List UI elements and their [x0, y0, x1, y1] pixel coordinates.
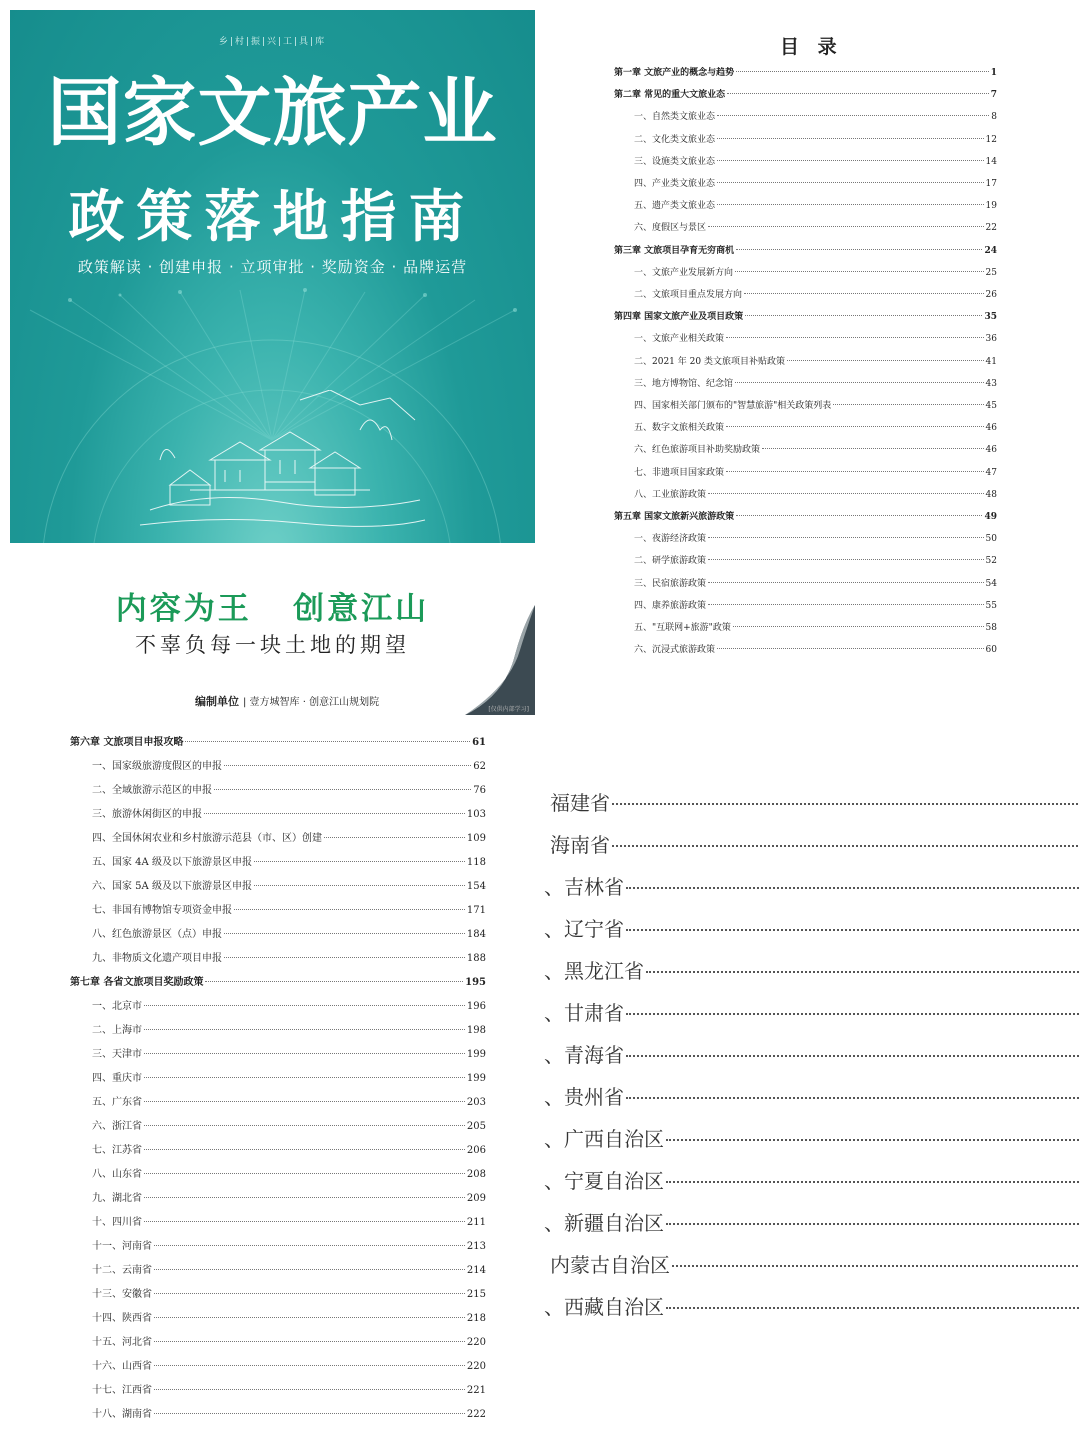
toc-entry-label: 二、全域旅游示范区的申报 [92, 785, 212, 796]
toc-entry-page: 195 [465, 977, 486, 988]
toc-entry-page: 103 [466, 809, 486, 820]
toc-section-entry [92, 1141, 486, 1156]
dot-leader [224, 765, 471, 766]
toc-section-entry [634, 531, 997, 544]
toc-entry-page: 52 [985, 556, 997, 567]
toc-entry-page: 8 [991, 112, 997, 123]
toc-entry-label: 二、文化类文旅业态 [634, 134, 716, 145]
toc-entry-page: 211 [466, 1217, 486, 1228]
toc-entry-label: 四、产业类文旅业态 [634, 179, 716, 189]
toc-section-entry [634, 442, 997, 455]
toc-entry-page: 55 [985, 600, 997, 611]
toc-entry-page: 24 [984, 245, 997, 256]
toc-entry-page: 35 [984, 312, 997, 323]
toc-entry-label: 十六、山西省 [92, 1361, 152, 1372]
toc-section-entry [634, 553, 997, 566]
province-name: 海南省 [550, 833, 610, 857]
dot-leader [717, 182, 984, 183]
toc-section-entry [92, 925, 486, 940]
toc-section-entry [92, 1309, 486, 1324]
dot-leader [708, 582, 984, 583]
dot-leader [612, 845, 1080, 847]
dot-leader [717, 160, 984, 161]
toc-section-entry [92, 1381, 486, 1396]
province-name: 内蒙古自治区 [550, 1253, 670, 1277]
compiler-label: 编制单位 [195, 695, 239, 708]
dot-leader [626, 1097, 1080, 1099]
dot-leader [144, 1221, 465, 1222]
toc-section-entry [634, 642, 997, 655]
province-entry [544, 955, 1080, 984]
toc-entry-label: 六、浙江省 [92, 1121, 142, 1132]
toc-entry-label: 十、四川省 [92, 1217, 142, 1228]
dot-leader [708, 604, 984, 605]
dot-leader [744, 293, 984, 294]
toc-section-entry [92, 901, 486, 916]
dot-leader [144, 1077, 465, 1078]
toc-entry-page: 62 [473, 761, 486, 772]
dot-leader [234, 909, 465, 910]
dot-leader [708, 537, 984, 538]
series-label: 乡|村|振|兴|工|具|库 [218, 37, 327, 47]
toc-section-entry [92, 1069, 486, 1084]
toc-entry-page: 196 [466, 1001, 486, 1012]
dot-leader [612, 803, 1080, 805]
toc-section-entry [92, 1021, 486, 1036]
toc-entry-page: 203 [466, 1097, 486, 1108]
province-entry [544, 1165, 1080, 1194]
toc-section-entry [92, 1405, 486, 1420]
toc-entry-page: 199 [466, 1073, 486, 1084]
province-entry [544, 1207, 1080, 1236]
dot-leader [144, 1149, 465, 1150]
slogan-secondary: 不辜负每一块土地的期望 [135, 633, 410, 657]
toc-entry-page: 50 [985, 534, 997, 545]
dot-leader [735, 271, 984, 272]
toc-entry-label: 第三章 文旅项目孕育无穷商机 [614, 245, 735, 256]
toc-entry-label: 四、康养旅游政策 [634, 600, 707, 611]
dot-leader [626, 929, 1080, 931]
slogan-primary: 内容为王 创意江山 [115, 591, 430, 627]
toc-entry-page: 54 [985, 578, 997, 589]
province-entry [544, 871, 1080, 900]
toc-entry-label: 十二、云南省 [92, 1265, 152, 1276]
dot-leader [736, 249, 982, 250]
toc-section-entry [92, 949, 486, 964]
toc-section-entry [92, 1117, 486, 1132]
province-name: 、黑龙江省 [544, 959, 644, 983]
toc-entry-page: 48 [985, 489, 997, 500]
toc-section-entry [92, 757, 486, 772]
toc-section-entry [92, 829, 486, 844]
toc-entry-label: 七、非国有博物馆专项资金申报 [92, 905, 232, 916]
dot-leader [646, 971, 1080, 973]
toc-entry-label: 第七章 各省文旅项目奖励政策 [70, 977, 204, 988]
toc-chapter-entry [614, 87, 997, 100]
toc-section-entry [92, 1261, 486, 1276]
toc-entry-label: 第五章 国家文旅新兴旅游政策 [614, 512, 735, 522]
province-entry [544, 1291, 1080, 1320]
dot-leader [666, 1223, 1080, 1225]
province-name: 、贵州省 [544, 1085, 624, 1109]
dot-leader [154, 1293, 465, 1294]
toc-section-entry [92, 877, 486, 892]
toc-section-entry [92, 1357, 486, 1372]
toc-entry-page: 214 [466, 1265, 486, 1276]
dot-leader [726, 337, 984, 338]
toc-entry-page: 198 [466, 1025, 486, 1036]
toc-entry-label: 四、重庆市 [92, 1073, 142, 1084]
province-name: 、辽宁省 [544, 917, 624, 941]
dot-leader [144, 1029, 465, 1030]
toc-section-entry [634, 576, 997, 589]
province-name: 福建省 [550, 791, 610, 815]
book-cover [10, 10, 535, 715]
dot-leader [666, 1139, 1080, 1141]
toc-entry-page: 61 [472, 737, 486, 748]
toc-entry-page: 19 [985, 201, 997, 212]
dot-leader [736, 71, 989, 72]
toc-entry-label: 三、设施类文旅业态 [634, 156, 716, 167]
toc-entry-label: 九、湖北省 [92, 1193, 142, 1204]
province-entry [544, 1081, 1080, 1110]
dot-leader [144, 1125, 465, 1126]
toc-chapter-entry [614, 309, 997, 322]
cover-title-line2: 政策落地指南 [68, 185, 477, 250]
toc-section-entry [92, 1285, 486, 1300]
toc-entry-label: 六、度假区与景区 [634, 223, 707, 234]
toc-entry-label: 四、全国休闲农业和乡村旅游示范县（市、区）创建 [92, 833, 322, 844]
toc-entry-page: 109 [466, 833, 486, 844]
toc-entry-label: 五、遗产类文旅业态 [634, 201, 716, 212]
toc-section-entry [634, 132, 997, 145]
toc-entry-label: 二、上海市 [92, 1025, 142, 1036]
toc-entry-page: 171 [466, 905, 486, 916]
province-entry [544, 997, 1080, 1026]
dot-leader [626, 887, 1080, 889]
toc-title: 目 录 [780, 36, 843, 58]
toc-chapter-entry [70, 733, 486, 748]
toc-entry-label: 八、工业旅游政策 [634, 489, 707, 500]
dot-leader [787, 360, 984, 361]
toc-section-entry [92, 853, 486, 868]
toc-entry-label: 第六章 文旅项目申报攻略 [70, 737, 184, 748]
dot-leader [254, 885, 465, 886]
dot-leader [144, 1053, 465, 1054]
toc-entry-page: 36 [985, 334, 997, 345]
toc-entry-page: 154 [466, 881, 486, 892]
toc-entry-page: 46 [985, 445, 997, 456]
toc-section-entry [634, 376, 997, 389]
toc-entry-label: 一、夜游经济政策 [634, 534, 707, 545]
province-name: 、宁夏自治区 [544, 1169, 664, 1193]
toc-section-entry [634, 154, 997, 167]
province-list-fragment [530, 775, 1080, 1335]
dot-leader [626, 1013, 1080, 1015]
toc-entry-label: 八、山东省 [92, 1169, 142, 1180]
toc-entry-page: 41 [985, 356, 997, 367]
toc-section-entry [634, 198, 997, 211]
toc-section-entry [634, 420, 997, 433]
toc-section-entry [92, 1333, 486, 1348]
dot-leader [224, 957, 465, 958]
toc-entry-page: 25 [985, 267, 997, 278]
compiler-credit [195, 693, 379, 709]
toc-entry-label: 六、沉浸式旅游政策 [634, 645, 716, 656]
toc-entry-page: 220 [466, 1361, 486, 1372]
toc-entry-page: 22 [985, 223, 997, 234]
toc-chapter-entry [614, 65, 997, 78]
toc-entry-label: 四、国家相关部门颁布的"智慧旅游"相关政策列表 [634, 401, 832, 411]
toc-entry-page: 7 [990, 90, 997, 101]
toc-section-entry [634, 398, 997, 411]
toc-section-entry [92, 805, 486, 820]
toc-section-entry [634, 620, 997, 633]
province-name: 、西藏自治区 [544, 1295, 664, 1319]
toc-entry-page: 1 [990, 68, 997, 78]
toc-entry-label: 一、北京市 [92, 1001, 142, 1012]
toc-entry-label: 十四、陕西省 [92, 1313, 152, 1324]
province-entry [550, 829, 1080, 858]
toc-entry-label: 十七、江西省 [92, 1385, 152, 1396]
dot-leader [726, 426, 984, 427]
toc-chapter-entry [614, 243, 997, 256]
province-name: 、青海省 [544, 1043, 624, 1067]
toc-entry-page: 49 [984, 512, 997, 522]
dot-leader [672, 1265, 1080, 1267]
province-name: 、广西自治区 [544, 1127, 664, 1151]
toc-entry-label: 三、民宿旅游政策 [634, 578, 707, 589]
toc-entry-page: 46 [985, 423, 997, 434]
dot-leader [144, 1197, 465, 1198]
dot-leader [154, 1269, 465, 1270]
dot-leader [144, 1173, 465, 1174]
dot-leader [833, 404, 983, 405]
toc-entry-label: 一、文旅产业相关政策 [634, 334, 725, 345]
dot-leader [154, 1365, 465, 1366]
toc-entry-page: 218 [466, 1313, 486, 1324]
province-entry [550, 787, 1080, 816]
dot-leader [733, 626, 984, 627]
toc-entry-label: 三、旅游休闲街区的申报 [92, 809, 202, 820]
dot-leader [154, 1317, 465, 1318]
dot-leader [717, 138, 984, 139]
dot-leader [708, 559, 984, 560]
toc-entry-label: 五、数字文旅相关政策 [634, 423, 725, 434]
dot-leader [144, 1005, 465, 1006]
dot-leader [254, 861, 465, 862]
dot-leader [205, 981, 463, 982]
province-entry [550, 1249, 1080, 1278]
toc-entry-page: 26 [985, 290, 997, 300]
toc-entry-label: 一、国家级旅游度假区的申报 [92, 761, 222, 772]
cover-subtitle: 政策解读 · 创建申报 · 立项审批 · 奖励资金 · 品牌运营 [77, 258, 468, 276]
toc-section-entry [634, 465, 997, 478]
toc-entry-page: 208 [466, 1169, 486, 1180]
toc-section-entry [634, 598, 997, 611]
toc-section-entry [92, 1213, 486, 1228]
toc-entry-page: 60 [985, 645, 997, 656]
toc-entry-page: 17 [985, 179, 997, 189]
dot-leader [708, 493, 984, 494]
dot-leader [154, 1245, 465, 1246]
toc-entry-page: 58 [985, 623, 997, 633]
toc-entry-label: 二、文旅项目重点发展方向 [634, 290, 743, 300]
dot-leader [727, 93, 989, 94]
toc-section-entry [634, 331, 997, 344]
toc-entry-label: 一、自然类文旅业态 [634, 112, 716, 123]
toc-chapter-entry [70, 973, 486, 988]
toc-entry-page: 188 [466, 953, 486, 964]
corner-note: [仅供内部学习] [488, 706, 529, 713]
toc-entry-page: 199 [466, 1049, 486, 1060]
toc-entry-label: 五、"互联网+旅游"政策 [634, 623, 731, 633]
toc-entry-page: 45 [985, 401, 997, 411]
dot-leader [204, 813, 465, 814]
dot-leader [626, 1055, 1080, 1057]
toc-entry-label: 二、研学旅游政策 [634, 556, 707, 567]
toc-entry-label: 一、文旅产业发展新方向 [634, 267, 734, 278]
cover-title-line1: 国家文旅产业 [47, 70, 498, 156]
toc-section-entry [634, 109, 997, 122]
toc-entry-label: 十五、河北省 [92, 1337, 152, 1348]
dot-leader [736, 515, 982, 516]
province-name: 、吉林省 [544, 875, 624, 899]
toc-section-entry [92, 997, 486, 1012]
toc-entry-page: 118 [466, 857, 486, 868]
dot-leader [144, 1101, 465, 1102]
toc-entry-label: 第四章 国家文旅产业及项目政策 [614, 312, 744, 323]
dot-leader [324, 837, 465, 838]
dot-leader [154, 1389, 465, 1390]
dot-leader [745, 315, 982, 316]
toc-section-entry [634, 287, 997, 300]
dot-leader [666, 1307, 1080, 1309]
toc-section-entry [92, 1237, 486, 1252]
dot-leader [154, 1413, 465, 1414]
page-curl-decoration [465, 605, 535, 715]
toc-entry-label: 五、广东省 [92, 1097, 142, 1108]
toc-entry-page: 184 [466, 929, 486, 940]
toc-section-entry [634, 265, 997, 278]
toc-section-entry [92, 1045, 486, 1060]
toc-entry-page: 43 [985, 378, 997, 389]
toc-entry-label: 六、红色旅游项目补助奖励政策 [634, 445, 761, 456]
compiler-value: | 壹方城智库 · 创意江山规划院 [243, 697, 380, 708]
dot-leader [717, 115, 989, 116]
toc-entry-label: 三、地方博物馆、纪念馆 [634, 378, 734, 389]
toc-section-entry [634, 354, 997, 367]
dot-leader [154, 1341, 465, 1342]
province-entry [544, 913, 1080, 942]
toc-entry-label: 十三、安徽省 [92, 1289, 152, 1300]
dot-leader [666, 1181, 1080, 1183]
toc-entry-page: 209 [466, 1193, 486, 1204]
toc-entry-page: 215 [466, 1289, 486, 1300]
province-name: 、新疆自治区 [544, 1211, 664, 1235]
toc-entry-label: 十一、河南省 [92, 1241, 152, 1252]
toc-entry-label: 五、国家 4A 级及以下旅游景区申报 [92, 857, 252, 868]
toc-entry-page: 14 [985, 156, 997, 167]
toc-section-entry [634, 220, 997, 233]
cover-teal-panel [10, 10, 535, 543]
province-entry [544, 1123, 1080, 1152]
toc-entry-page: 220 [466, 1337, 486, 1348]
toc-entry-page: 206 [466, 1145, 486, 1156]
dot-leader [185, 741, 470, 742]
toc-section-entry [634, 176, 997, 189]
toc-chapter-entry [614, 509, 997, 522]
toc-entry-label: 七、非遗项目国家政策 [634, 467, 725, 478]
dot-leader [708, 226, 984, 227]
toc-entry-label: 三、天津市 [92, 1049, 142, 1060]
toc-entry-page: 76 [473, 785, 486, 796]
toc-entry-label: 第一章 文旅产业的概念与趋势 [614, 68, 735, 78]
cover-white-panel [10, 543, 535, 715]
dot-leader [717, 204, 984, 205]
dot-leader [762, 448, 984, 449]
toc-entry-label: 六、国家 5A 级及以下旅游景区申报 [92, 881, 252, 892]
toc-entry-page: 213 [466, 1241, 486, 1252]
toc-entry-label: 七、江苏省 [92, 1145, 142, 1156]
toc-entry-label: 第二章 常见的重大文旅业态 [614, 90, 726, 101]
toc-entry-page: 222 [466, 1409, 486, 1420]
dot-leader [224, 933, 465, 934]
province-entry [544, 1039, 1080, 1068]
province-name: 、甘肃省 [544, 1001, 624, 1025]
village-sketch-illustration [130, 390, 430, 540]
toc-entry-page: 47 [985, 467, 997, 478]
toc-section-entry [92, 781, 486, 796]
toc-entry-label: 九、非物质文化遗产项目申报 [92, 953, 222, 964]
dot-leader [735, 382, 984, 383]
toc-section-entry [92, 1165, 486, 1180]
toc-entry-page: 12 [985, 134, 997, 145]
dot-leader [214, 789, 471, 790]
toc-entry-label: 八、红色旅游景区（点）申报 [92, 929, 222, 940]
toc-section-entry [92, 1189, 486, 1204]
toc-entry-page: 221 [466, 1385, 486, 1396]
toc-entry-label: 十八、湖南省 [92, 1409, 152, 1420]
dot-leader [726, 471, 984, 472]
toc-entry-page: 205 [466, 1121, 486, 1132]
toc-section-entry [92, 1093, 486, 1108]
toc-section-entry [634, 487, 997, 500]
dot-leader [717, 648, 984, 649]
toc-entry-label: 二、2021 年 20 类文旅项目补贴政策 [634, 356, 785, 367]
